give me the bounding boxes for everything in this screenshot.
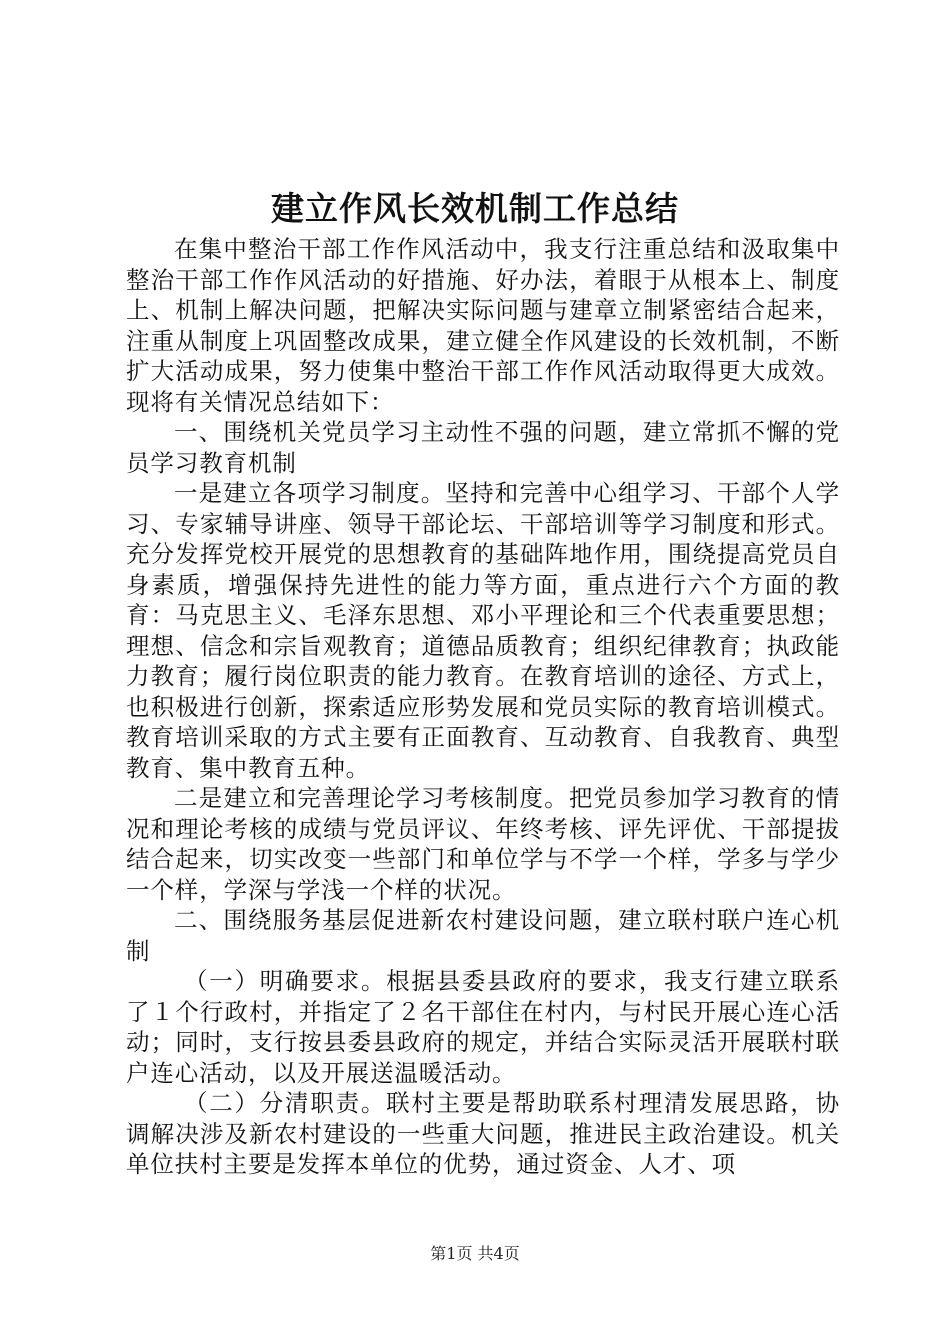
document-title: 建立作风长效机制工作总结: [271, 189, 679, 228]
page-number: 第1页 共4页: [430, 1244, 520, 1263]
body-paragraph: （二）分清职责。联村主要是帮助联系村理清发展思路，协调解决涉及新农村建设的一些重大问题，推进民主政治建设。机关单位扶村主要是发挥本单位的优势，通过资金、人才、项: [126, 1089, 840, 1178]
body-paragraph: （一）明确要求。根据县委县政府的要求，我支行建立联系了１个行政村，并指定了２名干部住在村内，与村民开展心连心活动；同时，支行按县委县政府的规定，并结合实际灵活开展联村联户连心活动，以及开展送温暖活动。: [126, 967, 840, 1087]
section-heading-2: 二、围绕服务基层促进新农村建设问题，建立联村联户连心机制: [126, 906, 840, 965]
document-body: [126, 234, 840, 1180]
body-paragraph: 二是建立和完善理论学习考核制度。把党员参加学习教育的情况和理论考核的成绩与党员评议、年终考核、评先评优、干部提拔结合起来，切实改变一些部门和单位学与不学一个样，学多与学少一个样，学深与学浅一个样的状况。: [126, 784, 840, 904]
section-heading-1: 一、围绕机关党员学习主动性不强的问题，建立常抓不懈的党员学习教育机制: [126, 418, 840, 477]
intro-paragraph: 在集中整治干部工作作风活动中，我支行注重总结和汲取集中整治干部工作作风活动的好措施、好办法，着眼于从根本上、制度上、机制上解决问题，把解决实际问题与建章立制紧密结合起来，注重从制度上巩固整改成果，建立健全作风建设的长效机制，不断扩大活动成果，努力使集中整治干部工作作风活动取得更大成效。现将有关情况总结如下：: [126, 235, 840, 416]
body-paragraph: 一是建立各项学习制度。坚持和完善中心组学习、干部个人学习、专家辅导讲座、领导干部论坛、干部培训等学习制度和形式。充分发挥党校开展党的思想教育的基础阵地作用，围绕提高党员自身素质，增强保持先进性的能力等方面，重点进行六个方面的教育：马克思主义、毛泽东思想、邓小平理论和三个代表重要思想；理想、信念和宗旨观教育；道德品质教育；组织纪律教育；执政能力教育；履行岗位职责的能力教育。在教育培训的途径、方式上，也积极进行创新，探索适应形势发展和党员实际的教育培训模式。教育培训采取的方式主要有正面教育、互动教育、自我教育、典型教育、集中教育五种。: [126, 479, 840, 782]
